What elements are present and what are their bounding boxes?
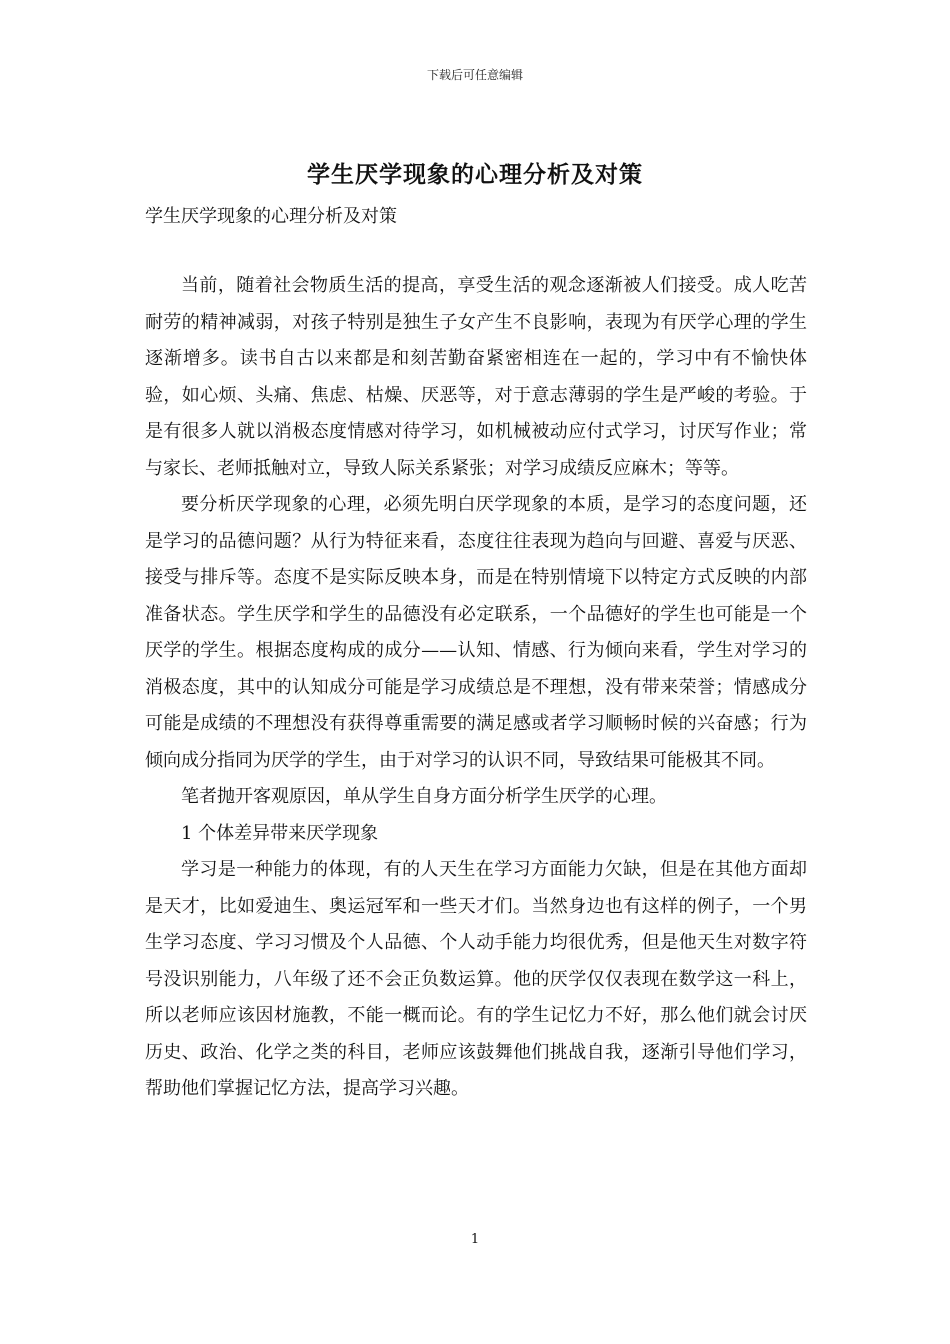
header-note: 下载后可任意编辑 (426, 68, 523, 82)
page-number: 1 (470, 1232, 480, 1247)
paragraph-analysis: 要分析厌学现象的心理，必须先明白厌学现象的本质，是学习的态度问题，还是学习的品德问题？从行为特征来看，态度往往表现为趋向与回避、喜爱与厌恶、接受与排斥等。态度不是实际反映本身，而是在特别情境下以特定方式反映的内部准备状态。学生厌学和学生的品德没有必定联系，一个品德好的学生也可能是一个厌学的学生。根据态度构成的成分——认知、情感、行为倾向来看，学生对学习的消极态度，其中的认知成分可能是学习成绩总是不理想，没有带来荣誉；情感成分可能是成绩的不理想没有获得尊重需要的满足感或者学习顺畅时候的兴奋感；行为倾向成分指同为厌学的学生，由于对学习的认识不同，导致结果可能极其不同。 (145, 494, 807, 771)
document-title: 学生厌学现象的心理分析及对策 (307, 161, 643, 188)
paragraph-individual-difference: 学习是一种能力的体现，有的人天生在学习方面能力欠缺，但是在其他方面却是天才，比如爱迪生、奥运冠军和一些天才们。当然身边也有这样的例子，一个男生学习态度、学习习惯及个人品德、个人动手能力均很优秀，但是他天生对数字符号没识别能力，八年级了还不会正负数运算。他的厌学仅仅表现在数学这一科上，所以老师应该因材施教，不能一概而论。有的学生记忆力不好，那么他们就会讨厌历史、政治、化学之类的科目，老师应该鼓舞他们挑战自我，逐渐引导他们学习，帮助他们掌握记忆方法，提高学习兴趣。 (145, 859, 807, 1099)
paragraph-author-note: 笔者抛开客观原因，单从学生自身方面分析学生厌学的心理。 (181, 786, 667, 807)
document-body (145, 268, 807, 1108)
document-subtitle: 学生厌学现象的心理分析及对策 (145, 206, 397, 227)
paragraph-intro: 当前，随着社会物质生活的提高，享受生活的观念逐渐被人们接受。成人吃苦耐劳的精神减弱，对孩子特别是独生子女产生不良影响，表现为有厌学心理的学生逐渐增多。读书自古以来都是和刻苦勤奋紧密相连在一起的，学习中有不愉快体验，如心烦、头痛、焦虑、枯燥、厌恶等，对于意志薄弱的学生是严峻的考验。于是有很多人就以消极态度情感对待学习，如机械被动应付式学习，讨厌写作业；常与家长、老师抵触对立，导致人际关系紧张；对学习成绩反应麻木；等等。 (145, 275, 807, 479)
section-heading-1: 1 个体差异带来厌学现象 (181, 822, 379, 844)
